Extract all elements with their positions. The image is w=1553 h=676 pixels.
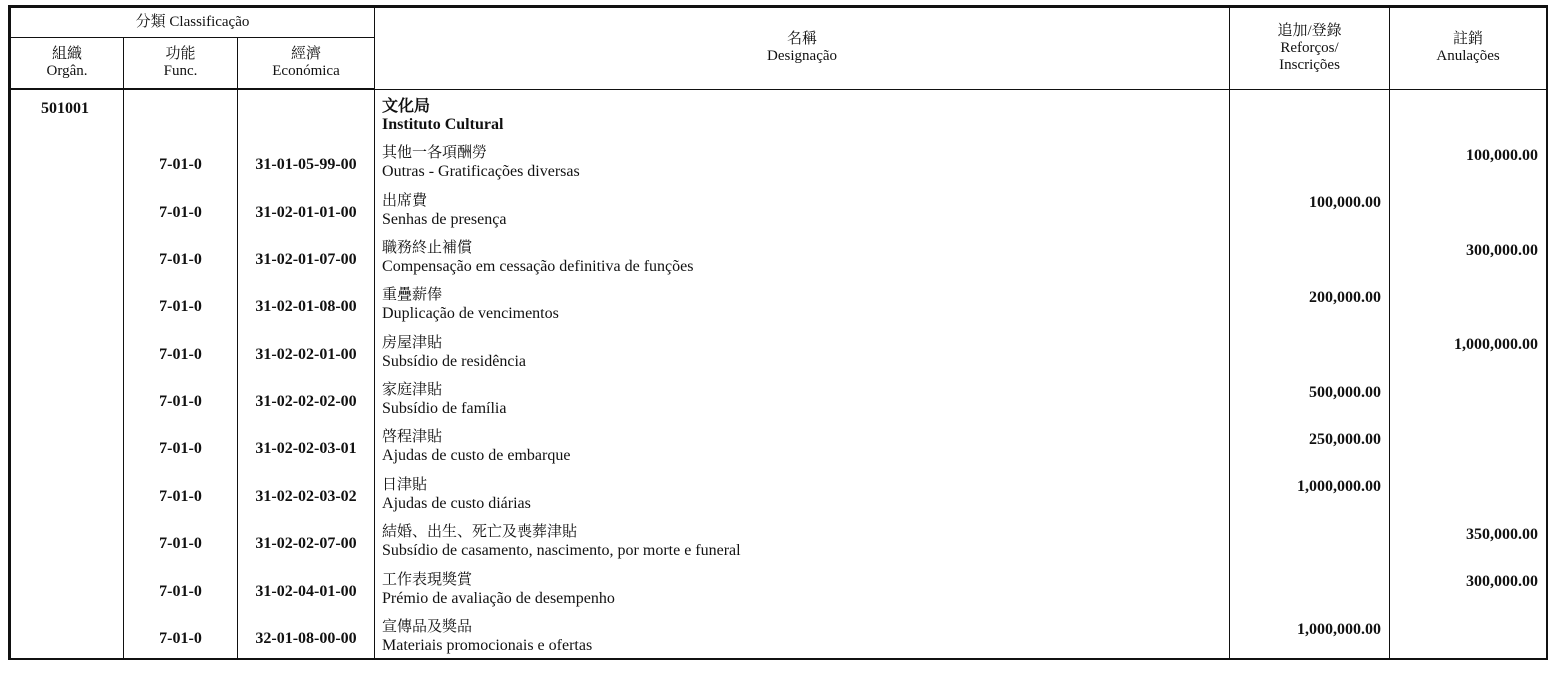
eco-code: 31-02-02-03-01 bbox=[238, 421, 375, 468]
func-code: 7-01-0 bbox=[124, 374, 238, 421]
designation-zh: 房屋津貼 bbox=[382, 332, 443, 351]
organ-designation bbox=[375, 89, 1230, 137]
func-header-pt: Func. bbox=[163, 63, 198, 79]
designation-zh: 工作表現獎賞 bbox=[382, 569, 473, 588]
anulacao-amount: 100,000.00 bbox=[1390, 137, 1547, 184]
anulacao-amount: 300,000.00 bbox=[1390, 563, 1547, 610]
eco-header-zh: 經濟 bbox=[291, 46, 322, 62]
table-row bbox=[11, 279, 1547, 326]
eco-code: 31-02-02-02-00 bbox=[238, 374, 375, 421]
reforcos-header-pt2: Inscrições bbox=[1279, 56, 1340, 73]
budget-table bbox=[10, 7, 1547, 658]
designation-zh: 宣傳品及獎品 bbox=[382, 617, 473, 635]
designation-cell bbox=[375, 374, 1230, 421]
anulacao-amount bbox=[1390, 184, 1547, 231]
func-code: 7-01-0 bbox=[124, 279, 238, 326]
designation-cell bbox=[375, 232, 1230, 279]
table-body bbox=[11, 89, 1547, 658]
eco-code: 31-02-01-08-00 bbox=[238, 279, 375, 326]
budget-table-sheet bbox=[8, 5, 1548, 660]
designation-zh: 啓程津貼 bbox=[382, 427, 443, 446]
func-code: 7-01-0 bbox=[124, 326, 238, 373]
eco-code: 31-02-02-03-02 bbox=[238, 468, 375, 515]
reforcos-header-zh: 追加/登錄 bbox=[1277, 22, 1342, 39]
func-code: 7-01-0 bbox=[124, 468, 238, 515]
table-row bbox=[11, 563, 1547, 610]
eco-code: 31-02-02-01-00 bbox=[238, 326, 375, 373]
eco-code: 31-02-04-01-00 bbox=[238, 563, 375, 610]
table-row bbox=[11, 326, 1547, 373]
func-header-zh: 功能 bbox=[165, 46, 196, 62]
anulacao-amount bbox=[1390, 468, 1547, 515]
designation-zh: 重疊薪俸 bbox=[382, 285, 443, 304]
func-header bbox=[124, 38, 238, 90]
designation-cell bbox=[375, 326, 1230, 373]
anulacao-amount bbox=[1390, 421, 1547, 468]
anulacao-amount: 350,000.00 bbox=[1390, 516, 1547, 563]
designation-cell bbox=[375, 563, 1230, 610]
designation-pt: Ajudas de custo diárias bbox=[382, 494, 531, 512]
designation-pt: Duplicação de vencimentos bbox=[382, 305, 559, 323]
organ-code: 501001 bbox=[11, 89, 124, 137]
anulacao-amount bbox=[1390, 279, 1547, 326]
table-row bbox=[11, 374, 1547, 421]
anulacoes-header bbox=[1390, 8, 1547, 90]
designation-cell bbox=[375, 279, 1230, 326]
organ-name-zh: 文化局 bbox=[382, 95, 431, 115]
designation-cell bbox=[375, 516, 1230, 563]
anulacoes-header-zh: 註銷 bbox=[1453, 31, 1484, 48]
reforco-amount: 200,000.00 bbox=[1230, 279, 1390, 326]
anulacao-amount bbox=[1390, 611, 1547, 659]
org-header bbox=[11, 38, 124, 90]
eco-code: 31-02-01-01-00 bbox=[238, 184, 375, 231]
func-code: 7-01-0 bbox=[124, 137, 238, 184]
reforco-amount bbox=[1230, 137, 1390, 184]
designation-zh: 職務終止補償 bbox=[382, 237, 473, 256]
org-header-zh: 組織 bbox=[51, 46, 82, 62]
eco-code: 31-02-02-07-00 bbox=[238, 516, 375, 563]
reforco-amount: 500,000.00 bbox=[1230, 374, 1390, 421]
designation-pt: Subsídio de residência bbox=[382, 352, 526, 370]
designation-cell bbox=[375, 468, 1230, 515]
anulacao-amount bbox=[1390, 374, 1547, 421]
reforco-amount bbox=[1230, 326, 1390, 373]
designation-header bbox=[375, 8, 1230, 90]
designation-pt: Subsídio de família bbox=[382, 400, 507, 418]
designation-zh: 家庭津貼 bbox=[382, 380, 443, 399]
designation-header-zh: 名稱 bbox=[787, 31, 818, 48]
reforco-amount: 1,000,000.00 bbox=[1230, 468, 1390, 515]
func-code: 7-01-0 bbox=[124, 516, 238, 563]
designation-cell bbox=[375, 421, 1230, 468]
reforco-amount: 250,000.00 bbox=[1230, 421, 1390, 468]
reforco-amount bbox=[1230, 232, 1390, 279]
designation-pt: Outras - Gratificações diversas bbox=[382, 163, 580, 181]
table-row bbox=[11, 611, 1547, 659]
table-row bbox=[11, 184, 1547, 231]
table-row bbox=[11, 421, 1547, 468]
func-code: 7-01-0 bbox=[124, 232, 238, 279]
table-row bbox=[11, 232, 1547, 279]
reforco-amount bbox=[1230, 563, 1390, 610]
classification-header: 分類 Classificação bbox=[11, 8, 375, 38]
designation-zh: 其他一各項酬勞 bbox=[382, 143, 488, 162]
designation-pt: Materiais promocionais e ofertas bbox=[382, 637, 593, 654]
designation-pt: Subsídio de casamento, nascimento, por morte e funeral bbox=[382, 542, 741, 560]
designation-zh: 日津貼 bbox=[382, 474, 428, 493]
anulacao-amount: 1,000,000.00 bbox=[1390, 326, 1547, 373]
designation-pt: Prémio de avaliação de desempenho bbox=[382, 589, 615, 607]
eco-header bbox=[238, 38, 375, 90]
func-code: 7-01-0 bbox=[124, 184, 238, 231]
designation-cell bbox=[375, 611, 1230, 659]
reforco-amount bbox=[1230, 516, 1390, 563]
designation-cell bbox=[375, 184, 1230, 231]
eco-code: 31-02-01-07-00 bbox=[238, 232, 375, 279]
organ-name-pt: Instituto Cultural bbox=[382, 115, 504, 133]
organ-row bbox=[11, 89, 1547, 137]
designation-pt: Compensação em cessação definitiva de funções bbox=[382, 257, 694, 275]
designation-cell bbox=[375, 137, 1230, 184]
reforcos-header-pt1: Reforços/ bbox=[1280, 39, 1339, 56]
table-row bbox=[11, 137, 1547, 184]
table-row bbox=[11, 468, 1547, 515]
table-row bbox=[11, 516, 1547, 563]
reforcos-header bbox=[1230, 8, 1390, 90]
eco-code: 31-01-05-99-00 bbox=[238, 137, 375, 184]
designation-header-pt: Designação bbox=[767, 48, 838, 65]
func-code: 7-01-0 bbox=[124, 611, 238, 659]
anulacao-amount: 300,000.00 bbox=[1390, 232, 1547, 279]
org-header-pt: Orgân. bbox=[46, 63, 88, 79]
designation-pt: Senhas de presença bbox=[382, 210, 507, 228]
func-code: 7-01-0 bbox=[124, 563, 238, 610]
reforco-amount: 100,000.00 bbox=[1230, 184, 1390, 231]
eco-header-pt: Económica bbox=[272, 63, 340, 79]
designation-zh: 出席費 bbox=[382, 190, 428, 209]
designation-zh: 結婚、出生、死亡及喪葬津貼 bbox=[382, 522, 578, 541]
anulacoes-header-pt: Anulações bbox=[1436, 48, 1500, 65]
eco-code: 32-01-08-00-00 bbox=[238, 611, 375, 659]
designation-pt: Ajudas de custo de embarque bbox=[382, 447, 571, 465]
reforco-amount: 1,000,000.00 bbox=[1230, 611, 1390, 659]
func-code: 7-01-0 bbox=[124, 421, 238, 468]
